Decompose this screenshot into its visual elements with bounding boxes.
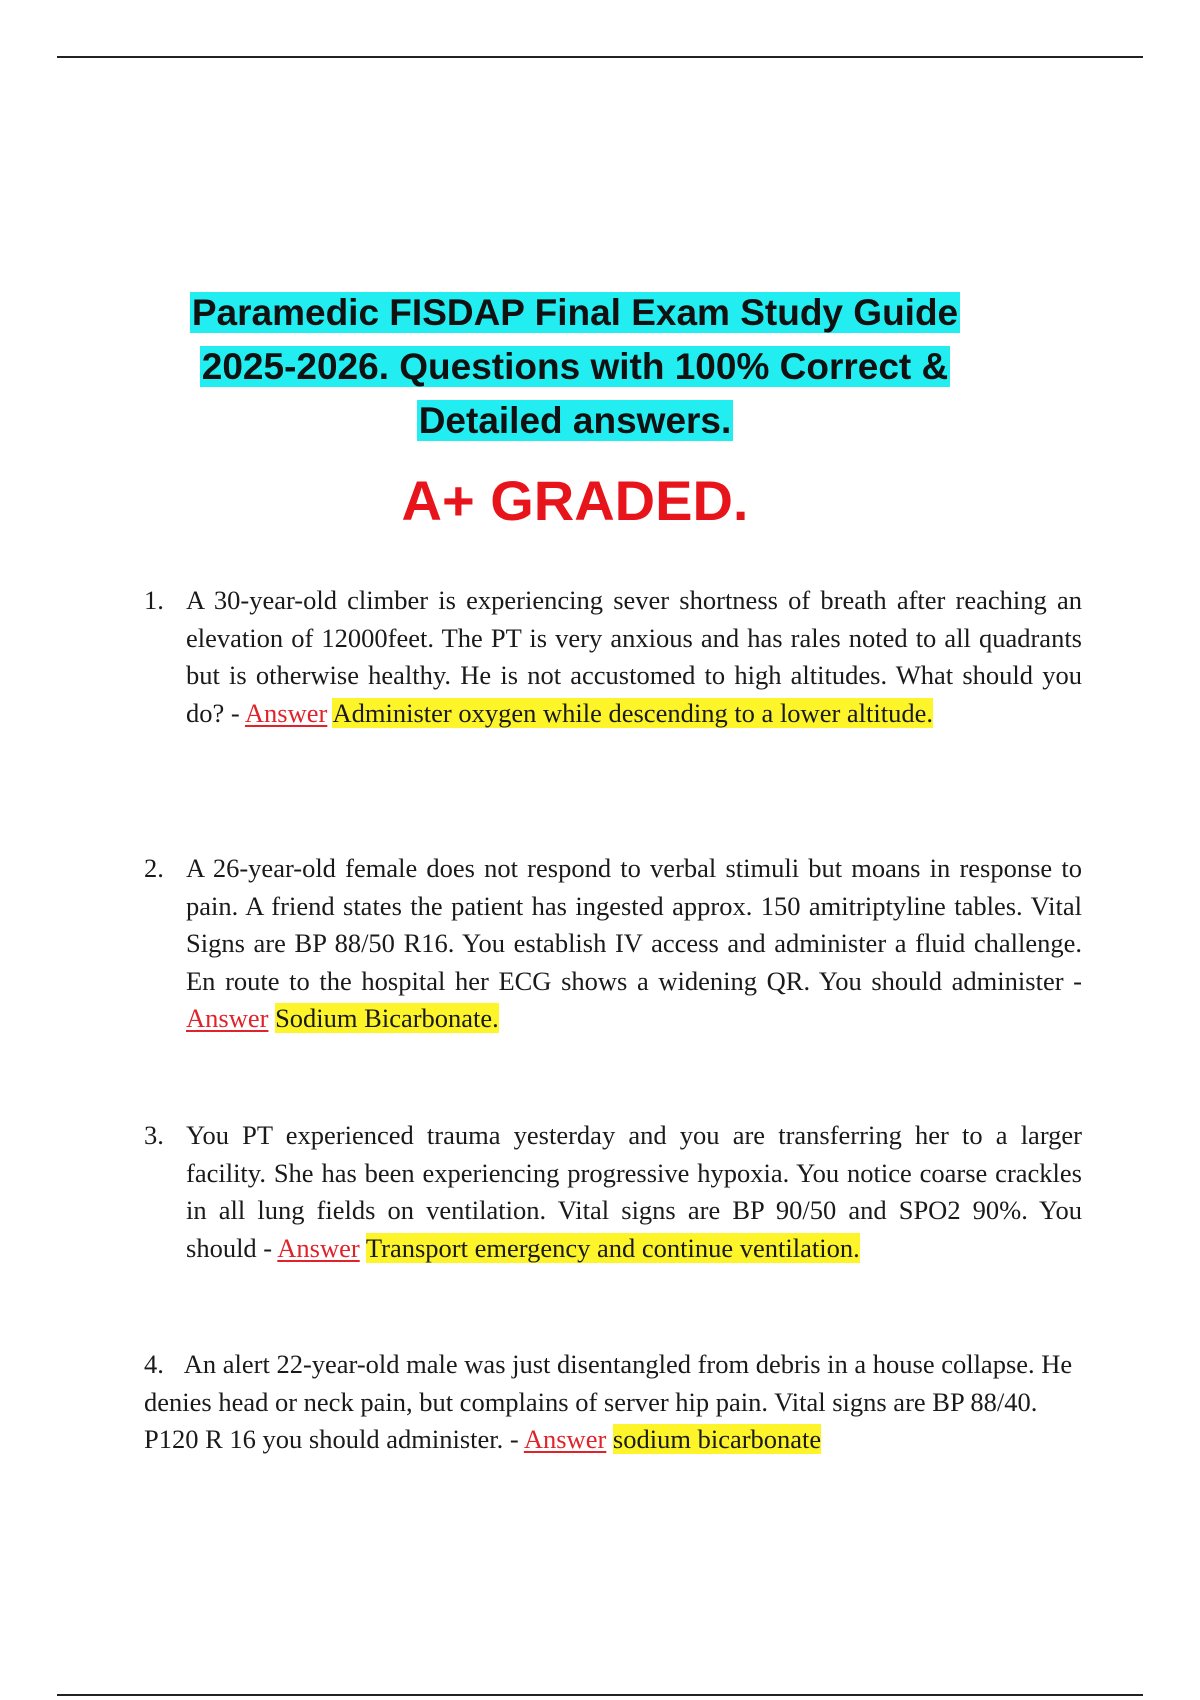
- question-body: [186, 850, 1082, 1038]
- answer-text: Sodium Bicarbonate.: [275, 1003, 499, 1033]
- question-number: 4.: [144, 1349, 164, 1379]
- title-line-2: 2025-2026. Questions with 100% Correct &: [201, 346, 949, 387]
- question-body: [186, 582, 1082, 732]
- answer-link[interactable]: Answer: [523, 1424, 607, 1454]
- answer-link[interactable]: Answer: [244, 697, 328, 728]
- question-text: A 26-year-old female does not respond to verbal stimuli but moans in response to pain. A friend states the patient has ingested approx. 150 amitriptyline tables. Vital Signs are BP 88/50 R16. You establish IV access and administer a fluid challenge. En route to the hospital her ECG shows a widening QR. You should administer -: [186, 853, 1082, 996]
- answer-text: sodium bicarbonate: [612, 1424, 822, 1454]
- title-line-1: Paramedic FISDAP Final Exam Study Guide: [191, 292, 959, 333]
- question-body: [144, 1346, 1082, 1459]
- answer-text: Administer oxygen while descending to a lower altitude.: [332, 697, 934, 728]
- question-text: You PT experienced trauma yesterday and you are transferring her to a larger facility. She has been experiencing progressive hypoxia. You notice coarse crackles in all lung fields on ventilation. Vital signs are BP 90/50 and SPO2 90%. You should -: [186, 1120, 1082, 1263]
- answer-link[interactable]: Answer: [277, 1232, 360, 1263]
- answer-link[interactable]: Answer: [186, 1003, 269, 1033]
- question-2: [144, 850, 1082, 1038]
- answer-text: Transport emergency and continue ventilation.: [365, 1232, 860, 1263]
- title-line-3: Detailed answers.: [418, 400, 732, 441]
- question-4: [144, 1346, 1082, 1459]
- question-number: 1.: [144, 585, 164, 615]
- top-rule: [57, 56, 1143, 58]
- question-number: 2.: [144, 853, 164, 883]
- question-3: [144, 1117, 1082, 1267]
- graded-label: A+ GRADED.: [401, 469, 749, 532]
- document-title: [0, 286, 1150, 448]
- question-body: [186, 1117, 1082, 1267]
- question-1: [144, 582, 1082, 732]
- question-text: An alert 22-year-old male was just disentangled from debris in a house collapse. He denies head or neck pain, but complains of server hip pain. Vital signs are BP 88/40. P120 R 16 you should administer. -: [144, 1349, 1073, 1454]
- question-number: 3.: [144, 1120, 164, 1150]
- bottom-rule: [57, 1694, 1143, 1696]
- question-text: A 30-year-old climber is experiencing sever shortness of breath after reaching an elevation of 12000feet. The PT is very anxious and has rales noted to all quadrants but is otherwise healthy. He is not accustomed to high altitudes. What should you do? -: [186, 585, 1082, 728]
